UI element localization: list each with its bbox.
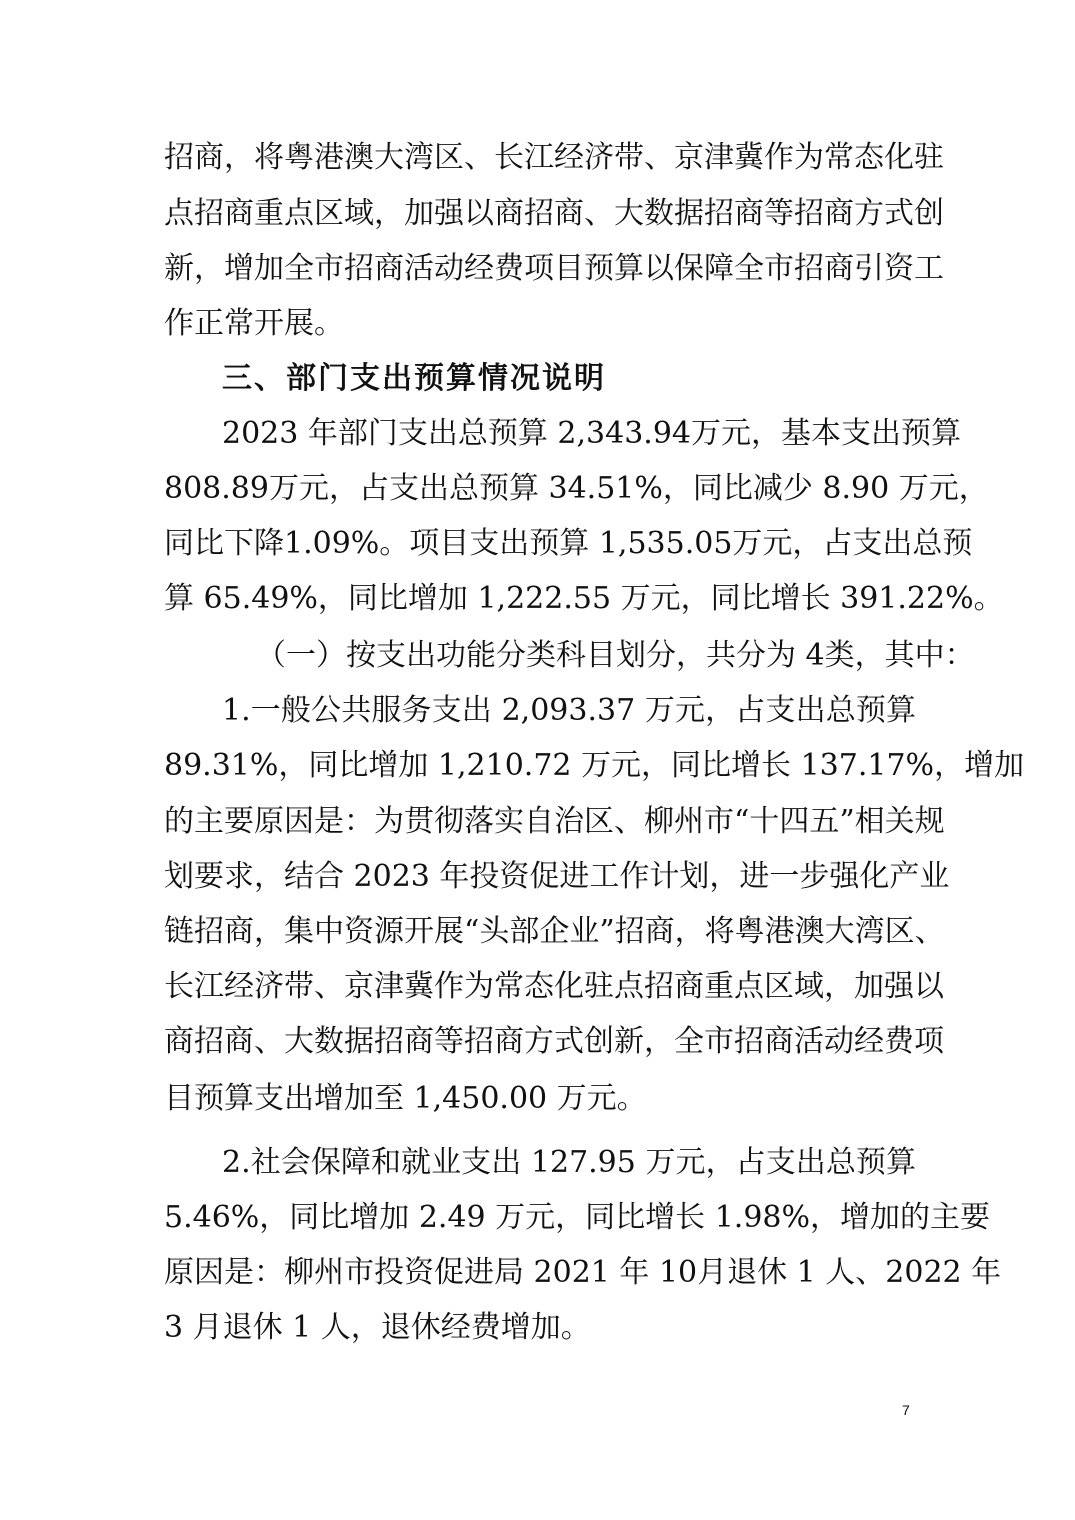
paragraph-line: 3 月退休 1 人，退休经费增加。 (164, 1310, 591, 1345)
paragraph-line: 链招商，集中资源开展“头部企业”招商，将粤港澳大湾区、 (164, 914, 945, 949)
paragraph-line: 5.46%，同比增加 2.49 万元，同比增长 1.98%，增加的主要 (164, 1200, 991, 1235)
paragraph-line: 2023 年部门支出总预算 2,343.94万元，基本支出预算 (222, 416, 962, 451)
subsection-heading: （一）按支出功能分类科目划分，共分为 4类，其中： (256, 638, 975, 673)
paragraph-line: 作正常开展。 (164, 306, 344, 341)
paragraph-line: 商招商、大数据招商等招商方式创新，全市招商活动经费项 (164, 1024, 944, 1059)
page-number: 7 (902, 1402, 910, 1418)
paragraph-line: 划要求，结合 2023 年投资促进工作计划，进一步强化产业 (164, 859, 950, 894)
paragraph-line: 808.89万元，占支出总预算 34.51%，同比减少 8.90 万元， (164, 471, 989, 506)
paragraph-line: 长江经济带、京津冀作为常态化驻点招商重点区域，加强以 (164, 969, 944, 1004)
paragraph-line: 招商，将粤港澳大湾区、长江经济带、京津冀作为常态化驻 (164, 140, 944, 175)
paragraph-line: 1.一般公共服务支出 2,093.37 万元，占支出总预算 (222, 693, 916, 728)
paragraph-line: 同比下降1.09%。项目支出预算 1,535.05万元，占支出总预 (164, 526, 973, 561)
paragraph-line: 点招商重点区域，加强以商招商、大数据招商等招商方式创 (164, 196, 944, 231)
paragraph-line: 目预算支出增加至 1,450.00 万元。 (164, 1081, 647, 1116)
paragraph-line: 算 65.49%，同比增加 1,222.55 万元，同比增长 391.22%。 (164, 581, 1004, 616)
paragraph-line: 2.社会保障和就业支出 127.95 万元，占支出总预算 (222, 1145, 916, 1180)
paragraph-line: 89.31%，同比增加 1,210.72 万元，同比增长 137.17%，增加 (164, 748, 1025, 783)
paragraph-line: 新，增加全市招商活动经费项目预算以保障全市招商引资工 (164, 251, 944, 286)
paragraph-line: 的主要原因是：为贯彻落实自治区、柳州市“十四五”相关规 (164, 804, 945, 839)
paragraph-line: 原因是：柳州市投资促进局 2021 年 10月退休 1 人、2022 年 (164, 1255, 1002, 1290)
section-heading: 三、部门支出预算情况说明 (222, 361, 606, 396)
